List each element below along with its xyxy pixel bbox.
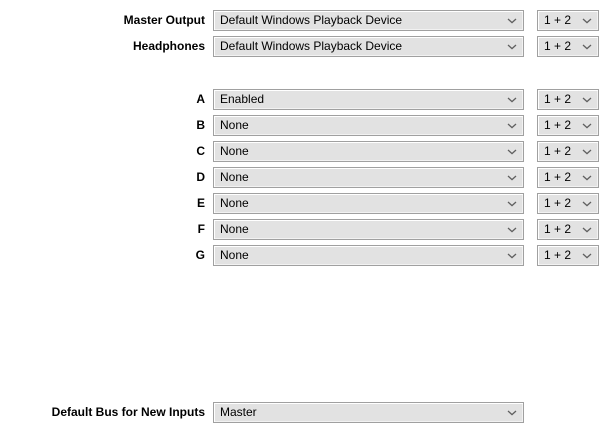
chevron-down-icon: [507, 44, 517, 50]
selected-device: None: [220, 248, 249, 262]
bus-e-state-select[interactable]: [213, 193, 524, 214]
row-label: G: [195, 248, 205, 262]
selected-device: Default Windows Playback Device: [220, 13, 403, 27]
chevron-down-icon: [582, 201, 592, 207]
bus-b-channel-select[interactable]: [537, 115, 599, 136]
row-bus-e: [0, 193, 612, 214]
selected-channel: 1 + 2: [544, 118, 572, 132]
headphones-channel-select[interactable]: [537, 36, 599, 57]
selected-channel: 1 + 2: [544, 92, 572, 106]
selected-device: Default Windows Playback Device: [220, 39, 403, 53]
row-bus-f: [0, 219, 612, 240]
row-bus-b: [0, 115, 612, 136]
row-label: D: [196, 170, 205, 184]
row-label: F: [197, 222, 205, 236]
chevron-down-icon: [582, 149, 592, 155]
chevron-down-icon: [582, 18, 592, 24]
chevron-down-icon: [507, 123, 517, 129]
bus-e-channel-select[interactable]: [537, 193, 599, 214]
row-default-bus: [0, 402, 612, 423]
master-output-channel-select[interactable]: [537, 10, 599, 31]
selected-device: None: [220, 222, 249, 236]
default-bus-select[interactable]: [213, 402, 524, 423]
bus-c-channel-select[interactable]: [537, 141, 599, 162]
selected-device: None: [220, 118, 249, 132]
selected-channel: 1 + 2: [544, 196, 572, 210]
selected-channel: 1 + 2: [544, 144, 572, 158]
chevron-down-icon: [507, 97, 517, 103]
chevron-down-icon: [582, 253, 592, 259]
chevron-down-icon: [507, 201, 517, 207]
selected-channel: 1 + 2: [544, 222, 572, 236]
chevron-down-icon: [582, 227, 592, 233]
selected-channel: 1 + 2: [544, 13, 572, 27]
row-bus-a: [0, 89, 612, 110]
master-output-device-select[interactable]: [213, 10, 524, 31]
selected-channel: 1 + 2: [544, 248, 572, 262]
bus-c-state-select[interactable]: [213, 141, 524, 162]
chevron-down-icon: [507, 410, 517, 416]
row-bus-d: [0, 167, 612, 188]
selected-channel: 1 + 2: [544, 39, 572, 53]
selected-device: None: [220, 170, 249, 184]
bus-f-state-select[interactable]: [213, 219, 524, 240]
row-bus-g: [0, 245, 612, 266]
bus-g-state-select[interactable]: [213, 245, 524, 266]
bus-a-channel-select[interactable]: [537, 89, 599, 110]
row-label: A: [196, 92, 205, 106]
chevron-down-icon: [582, 123, 592, 129]
row-label: Headphones: [132, 39, 205, 53]
row-label: E: [196, 196, 205, 210]
bus-a-state-select[interactable]: [213, 89, 524, 110]
selected-device: None: [220, 196, 249, 210]
selected-device: Enabled: [220, 92, 265, 106]
selected-default-bus: Master: [220, 405, 257, 419]
row-label: Default Bus for New Inputs: [51, 405, 205, 419]
chevron-down-icon: [507, 227, 517, 233]
chevron-down-icon: [507, 175, 517, 181]
row-headphones: [0, 36, 612, 57]
bus-g-channel-select[interactable]: [537, 245, 599, 266]
bus-d-channel-select[interactable]: [537, 167, 599, 188]
selected-device: None: [220, 144, 249, 158]
row-master-output: [0, 10, 612, 31]
bus-d-state-select[interactable]: [213, 167, 524, 188]
bus-b-state-select[interactable]: [213, 115, 524, 136]
row-label: B: [196, 118, 205, 132]
row-bus-c: [0, 141, 612, 162]
chevron-down-icon: [507, 253, 517, 259]
chevron-down-icon: [507, 149, 517, 155]
headphones-device-select[interactable]: [213, 36, 524, 57]
chevron-down-icon: [582, 175, 592, 181]
chevron-down-icon: [507, 18, 517, 24]
selected-channel: 1 + 2: [544, 170, 572, 184]
row-label: C: [196, 144, 205, 158]
chevron-down-icon: [582, 44, 592, 50]
row-label: Master Output: [123, 13, 205, 27]
chevron-down-icon: [582, 97, 592, 103]
bus-f-channel-select[interactable]: [537, 219, 599, 240]
